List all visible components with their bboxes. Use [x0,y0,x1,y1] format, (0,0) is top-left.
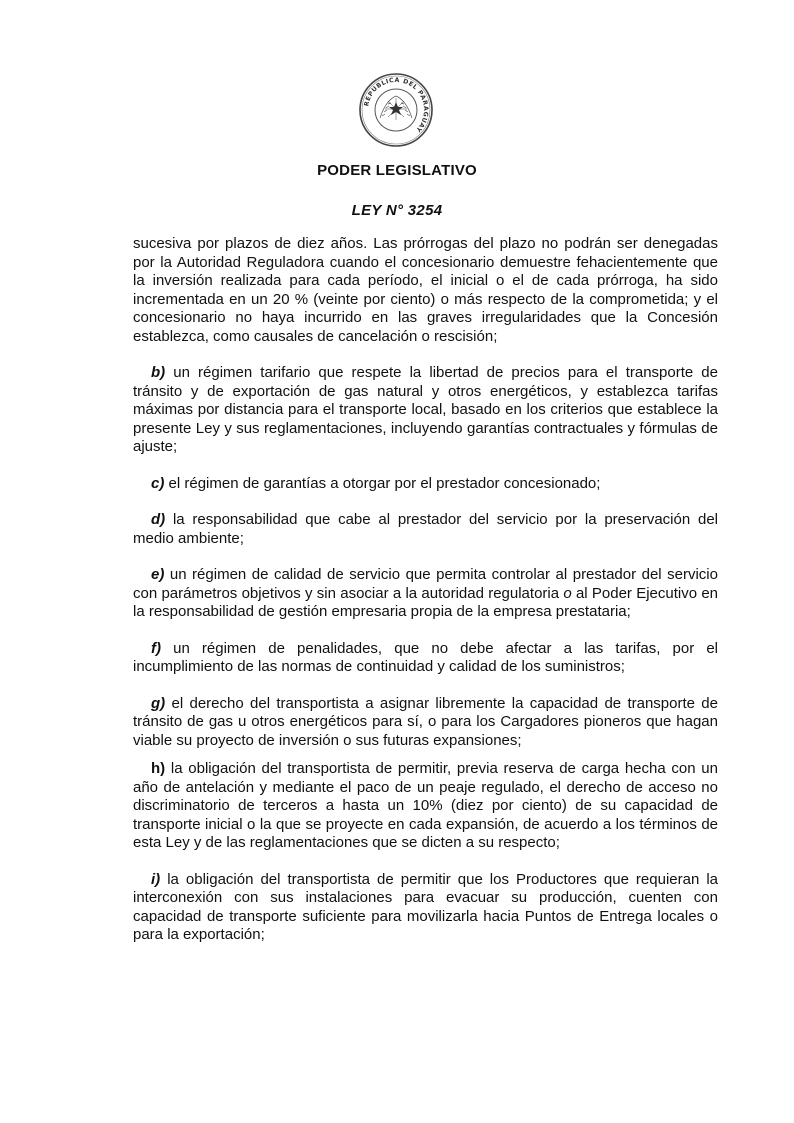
clause-i [133,871,718,945]
national-seal-icon [358,72,434,148]
svg-text:REPUBLICA DEL PARAGUAY: REPUBLICA DEL PARAGUAY [363,76,430,134]
clause-e-text-1: un régimen de calidad de servicio que permita controlar al prestador del servicio con parámetros objetivos y sin asociar a la autoridad regulatoria [133,566,718,602]
clause-d-label: d) [151,511,166,528]
clause-g [133,695,718,751]
clause-b [133,364,718,457]
clause-f-text: un régimen de penalidades, que no debe afectar a las tarifas, por el incumplimiento de las normas de continuidad y calidad de los suministros; [133,639,718,675]
intro-paragraph [133,235,718,346]
clause-f-label: f) [151,639,161,657]
clause-i-text: la obligación del transportista de permitir que los Productores que requieran la interconexión con sus instalaciones para evacuar su producción, cuenten con capacidad de transporte suficiente para movilizarla hacia Puntos de Entrega locales o para la exportación; [133,870,718,943]
clause-e-label: e) [151,566,165,583]
page-header-title: PODER LEGISLATIVO [317,162,477,179]
clause-b-label: b) [151,364,166,381]
intro-text: sucesiva por plazos de diez años. Las prórrogas del plazo no podrán ser denegadas por la Autoridad Reguladora cuando el concesionario demuestre fehacientemente que la inversión realizada para cada período, el inicial o el de cada prórroga, ha sido incrementada en un 20 % (veinte por ciento) o más respecto de la comprometida; y el concesionario no haya incurrido en las graves irregularidades que la Concesión establezca, como causales de cancelación o rescisión; [133,235,718,345]
clause-c-label: c) [151,474,165,492]
clause-c-text: el régimen de garantías a otorgar por el prestador concesionado; [164,474,601,492]
clause-b-text: un régimen tarifario que respete la libertad de precios para el transporte de tránsito y de exportación de gas natural y otros energéticos, y establezca tarifas máximas por distancia para el transporte local, basado en los criterios que establece la presente Ley y sus reglamentaciones, incluyendo garantías contractuales y fórmulas de ajuste; [133,364,718,455]
document-body [133,235,718,945]
clause-h-text: la obligación del transportista de permitir, previa reserva de carga hecha con un año de antelación y mediante el paco de un peaje regulado, el derecho de acceso no discriminatorio de terceros a hasta un 10% (diez por ciento) de su capacidad de transporte inicial o la que se proyecte en cada expansión, de acuerdo a los términos de esta Ley y de las reglamentaciones que se dicten a su respecto; [133,760,718,851]
law-number-heading: LEY N° 3254 [351,202,443,219]
clause-e-or: o [563,584,572,602]
clause-g-label: g) [151,694,166,712]
clause-g-text: el derecho del transportista a asignar libremente la capacidad de transporte de tránsito de gas u otros energéticos para sí, o para los Cargadores pioneros que hagan viable su proyecto de inversión o sus futuras expansiones; [133,694,718,749]
clause-f [133,640,718,677]
clause-d [133,511,718,548]
clause-i-label: i) [151,870,161,888]
clause-c [133,475,718,494]
clause-e [133,566,718,622]
clause-h-label: h) [151,760,166,777]
clause-h [133,760,718,853]
clause-e-text-2: al Poder Ejecutivo en la responsabilidad de gestión empresaria propia de la empresa prestataria; [133,584,719,620]
clause-d-text: la responsabilidad que cabe al prestador del servicio por la preservación del medio ambiente; [133,511,718,547]
